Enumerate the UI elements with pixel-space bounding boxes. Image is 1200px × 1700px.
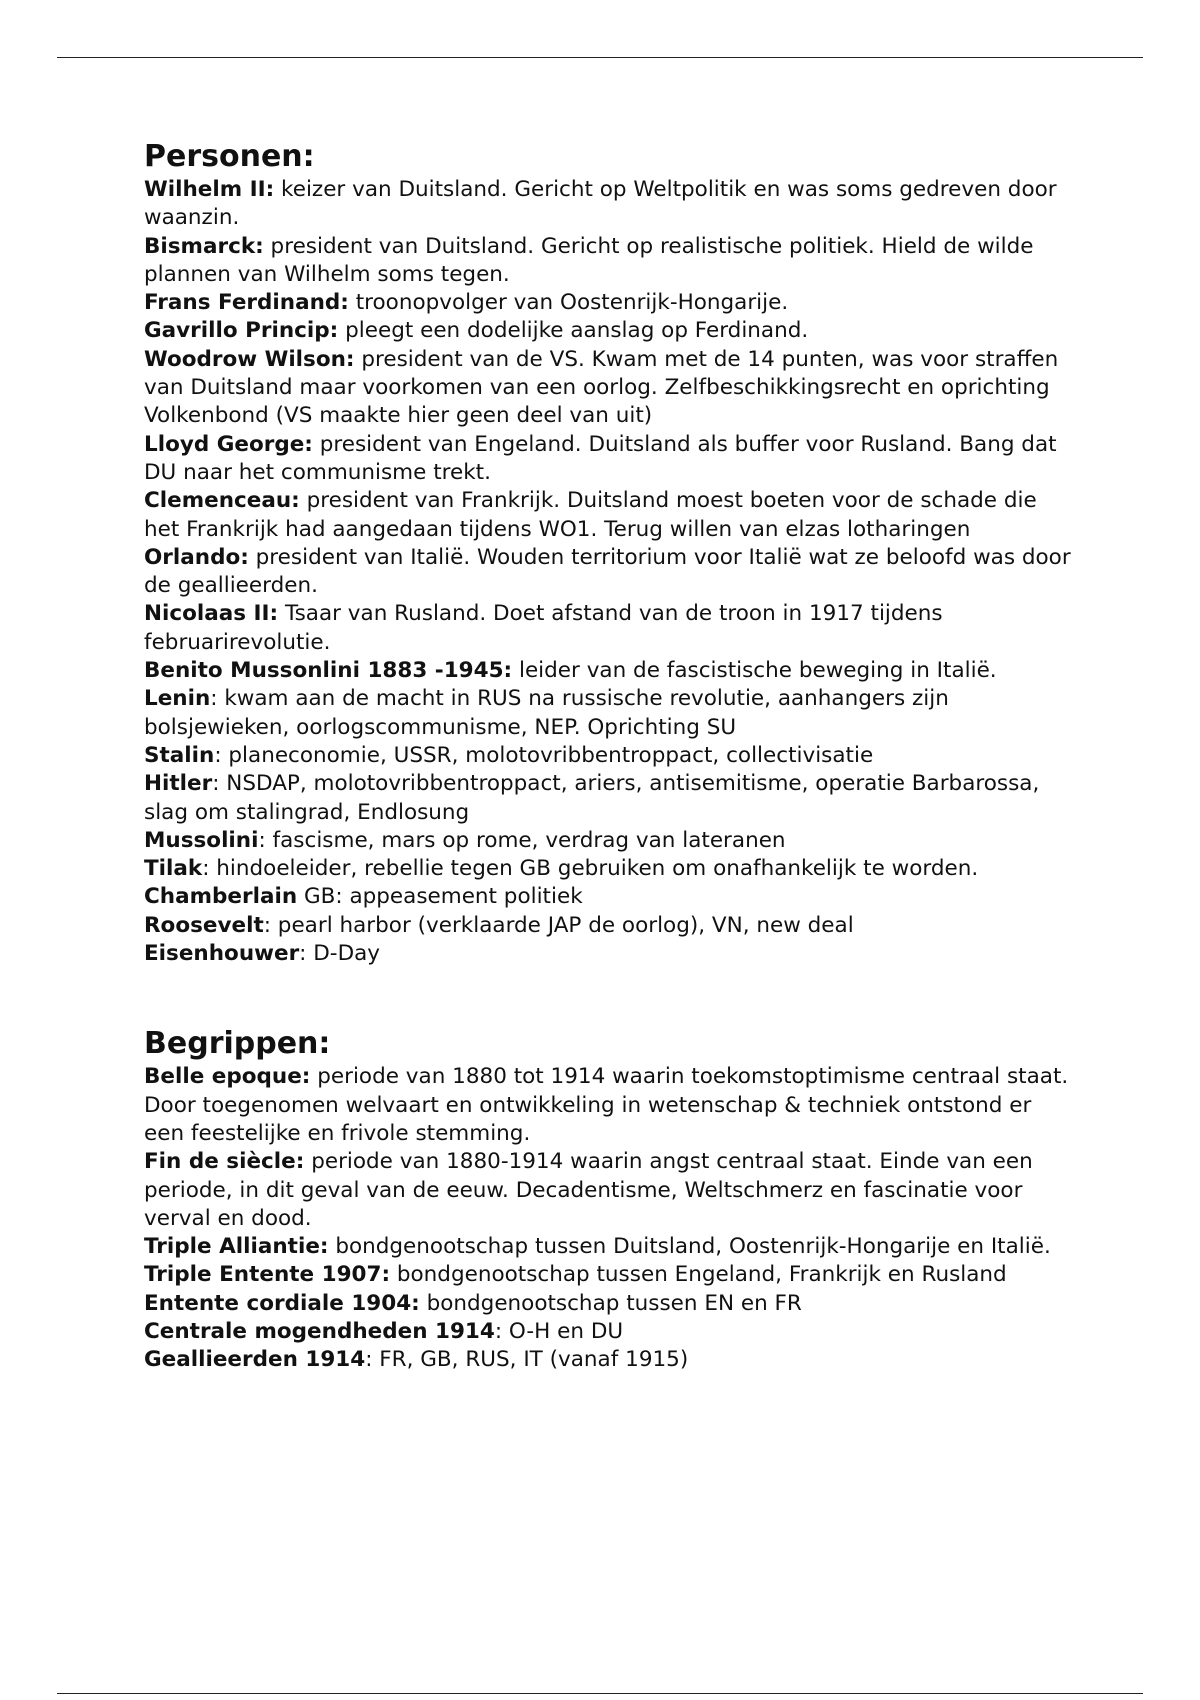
entry-term: Orlando: xyxy=(144,544,249,570)
entry-term: Eisenhouwer xyxy=(144,941,300,967)
section-begrippen xyxy=(144,1025,1074,1374)
entry-term: Fin de siècle: xyxy=(144,1149,305,1175)
entry xyxy=(144,827,1074,855)
entry xyxy=(144,1346,1074,1374)
entry-text: : D-Day xyxy=(299,941,381,967)
entry-text: periode van 1880-1914 waarin angst centraal staat. Einde van een periode, in dit geval van de eeuw. Decadentisme, Weltschmerz en fascinatie voor verval en dood. xyxy=(144,1149,1033,1231)
entry-text: president van Frankrijk. Duitsland moest boeten voor de schade die het Frankrijk had aangedaan tijdens WO1. Terug willen van elzas lotharingen xyxy=(144,488,1037,542)
entry-text: pleegt een dodelijke aanslag op Ferdinand. xyxy=(338,318,809,344)
entry-term: Clemenceau: xyxy=(144,488,300,514)
entry-text: : O-H en DU xyxy=(494,1318,624,1344)
entry xyxy=(144,912,1074,940)
section-title-personen: Personen: xyxy=(144,139,315,174)
section-title-begrippen: Begrippen: xyxy=(144,1026,331,1062)
entry-term: Wilhelm II: xyxy=(144,177,275,202)
entry-term: Geallieerden 1914 xyxy=(144,1347,366,1373)
entry xyxy=(144,544,1074,601)
entry-text: Tsaar van Rusland. Doet afstand van de troon in 1917 tijdens februarirevolutie. xyxy=(144,601,943,655)
entry-text: bondgenootschap tussen EN en FR xyxy=(419,1290,802,1316)
entry xyxy=(144,1148,1074,1233)
entry-text: leider van de fascistische beweging in Italië. xyxy=(512,658,997,684)
entry-term: Roosevelt xyxy=(144,912,264,938)
entry-text: : hindoeleider, rebellie tegen GB gebruiken om onafhankelijk te worden. xyxy=(202,856,979,882)
entry xyxy=(144,1233,1074,1261)
entry-text: GB: appeasement politiek xyxy=(297,884,583,910)
entry xyxy=(144,1261,1074,1289)
entry xyxy=(144,883,1074,911)
entry xyxy=(144,176,1074,233)
entry-text: : FR, GB, RUS, IT (vanaf 1915) xyxy=(365,1347,689,1373)
entry xyxy=(144,487,1074,544)
entry xyxy=(144,346,1074,431)
entry-text: bondgenootschap tussen Duitsland, Oostenrijk-Hongarije en Italië. xyxy=(328,1234,1051,1260)
entry-term: Chamberlain xyxy=(144,884,298,910)
entry-term: Entente cordiale 1904: xyxy=(144,1290,420,1316)
entry xyxy=(144,317,1074,345)
section-spacer xyxy=(144,968,1074,1025)
entry-term: Frans Ferdinand: xyxy=(144,290,349,316)
entry xyxy=(144,1290,1074,1318)
entry-term: Triple Entente 1907: xyxy=(144,1262,391,1288)
entry-term: Lloyd George: xyxy=(144,431,313,457)
entry-term: Woodrow Wilson: xyxy=(144,346,355,372)
entry xyxy=(144,1318,1074,1346)
entry-text: president van Duitsland. Gericht op realistische politiek. Hield de wilde plannen van Wilhelm soms tegen. xyxy=(144,233,1034,287)
entry-term: Nicolaas II: xyxy=(144,601,279,627)
entry-text: president van Engeland. Duitsland als buffer voor Rusland. Bang dat DU naar het communisme trekt. xyxy=(144,431,1057,485)
entry xyxy=(144,233,1074,290)
entry-text: president van Italië. Wouden territorium voor Italië wat ze beloofd was door de geallieerden. xyxy=(144,544,1071,599)
entry xyxy=(144,770,1074,827)
top-rule xyxy=(57,57,1143,58)
bottom-rule xyxy=(57,1693,1143,1694)
entry xyxy=(144,431,1074,488)
entry-term: Stalin xyxy=(144,742,215,768)
document-body xyxy=(144,138,1074,1375)
entries-personen xyxy=(144,176,1074,968)
entry-term: Lenin xyxy=(144,686,211,712)
section-personen xyxy=(144,138,1074,968)
entry-term: Triple Alliantie: xyxy=(144,1234,329,1260)
entry xyxy=(144,600,1074,657)
entry-text: : fascisme, mars op rome, verdrag van lateranen xyxy=(258,827,786,853)
entry-term: Bismarck: xyxy=(144,233,264,259)
entry-text: bondgenootschap tussen Engeland, Frankrijk en Rusland xyxy=(390,1262,1007,1288)
entry-term: Hitler xyxy=(144,771,213,797)
entries-begrippen xyxy=(144,1063,1074,1374)
entry xyxy=(144,940,1074,968)
entry xyxy=(144,742,1074,770)
entry xyxy=(144,685,1074,742)
entry-term: Mussolini xyxy=(144,827,259,853)
entry xyxy=(144,289,1074,317)
entry-term: Centrale mogendheden 1914 xyxy=(144,1318,495,1344)
entry-text: troonopvolger van Oostenrijk-Hongarije. xyxy=(348,290,789,316)
entry-term: Belle epoque: xyxy=(144,1064,311,1090)
entry-text: president van de VS. Kwam met de 14 punten, was voor straffen van Duitsland maar voorkomen van een oorlog. Zelfbeschikkingsrecht en oprichting Volkenbond (VS maakte hier geen deel van uit) xyxy=(144,346,1059,429)
entry-text: : NSDAP, molotovribbentroppact, ariers, antisemitisme, operatie Barbarossa, slag om stalingrad, Endlosung xyxy=(144,771,1040,825)
entry-text: : planeconomie, USSR, molotovribbentroppact, collectivisatie xyxy=(214,742,874,768)
entry xyxy=(144,1063,1074,1148)
entry-term: Gavrillo Princip: xyxy=(144,318,339,344)
entry-text: periode van 1880 tot 1914 waarin toekomstoptimisme centraal staat. Door toegenomen welvaart en ontwikkeling in wetenschap & techniek ontstond er een feestelijke en frivole stemming. xyxy=(144,1064,1069,1146)
entry xyxy=(144,855,1074,883)
entry-text: keizer van Duitsland. Gericht op Weltpolitik en was soms gedreven door waanzin. xyxy=(144,177,1057,231)
entry-term: Tilak xyxy=(144,856,203,882)
entry-term: Benito Mussonlini 1883 -1945: xyxy=(144,658,513,684)
entry-text: : pearl harbor (verklaarde JAP de oorlog), VN, new deal xyxy=(263,912,854,938)
entry-text: : kwam aan de macht in RUS na russische revolutie, aanhangers zijn bolsjewieken, oorlogscommunisme, NEP. Oprichting SU xyxy=(144,686,949,740)
entry xyxy=(144,657,1074,685)
